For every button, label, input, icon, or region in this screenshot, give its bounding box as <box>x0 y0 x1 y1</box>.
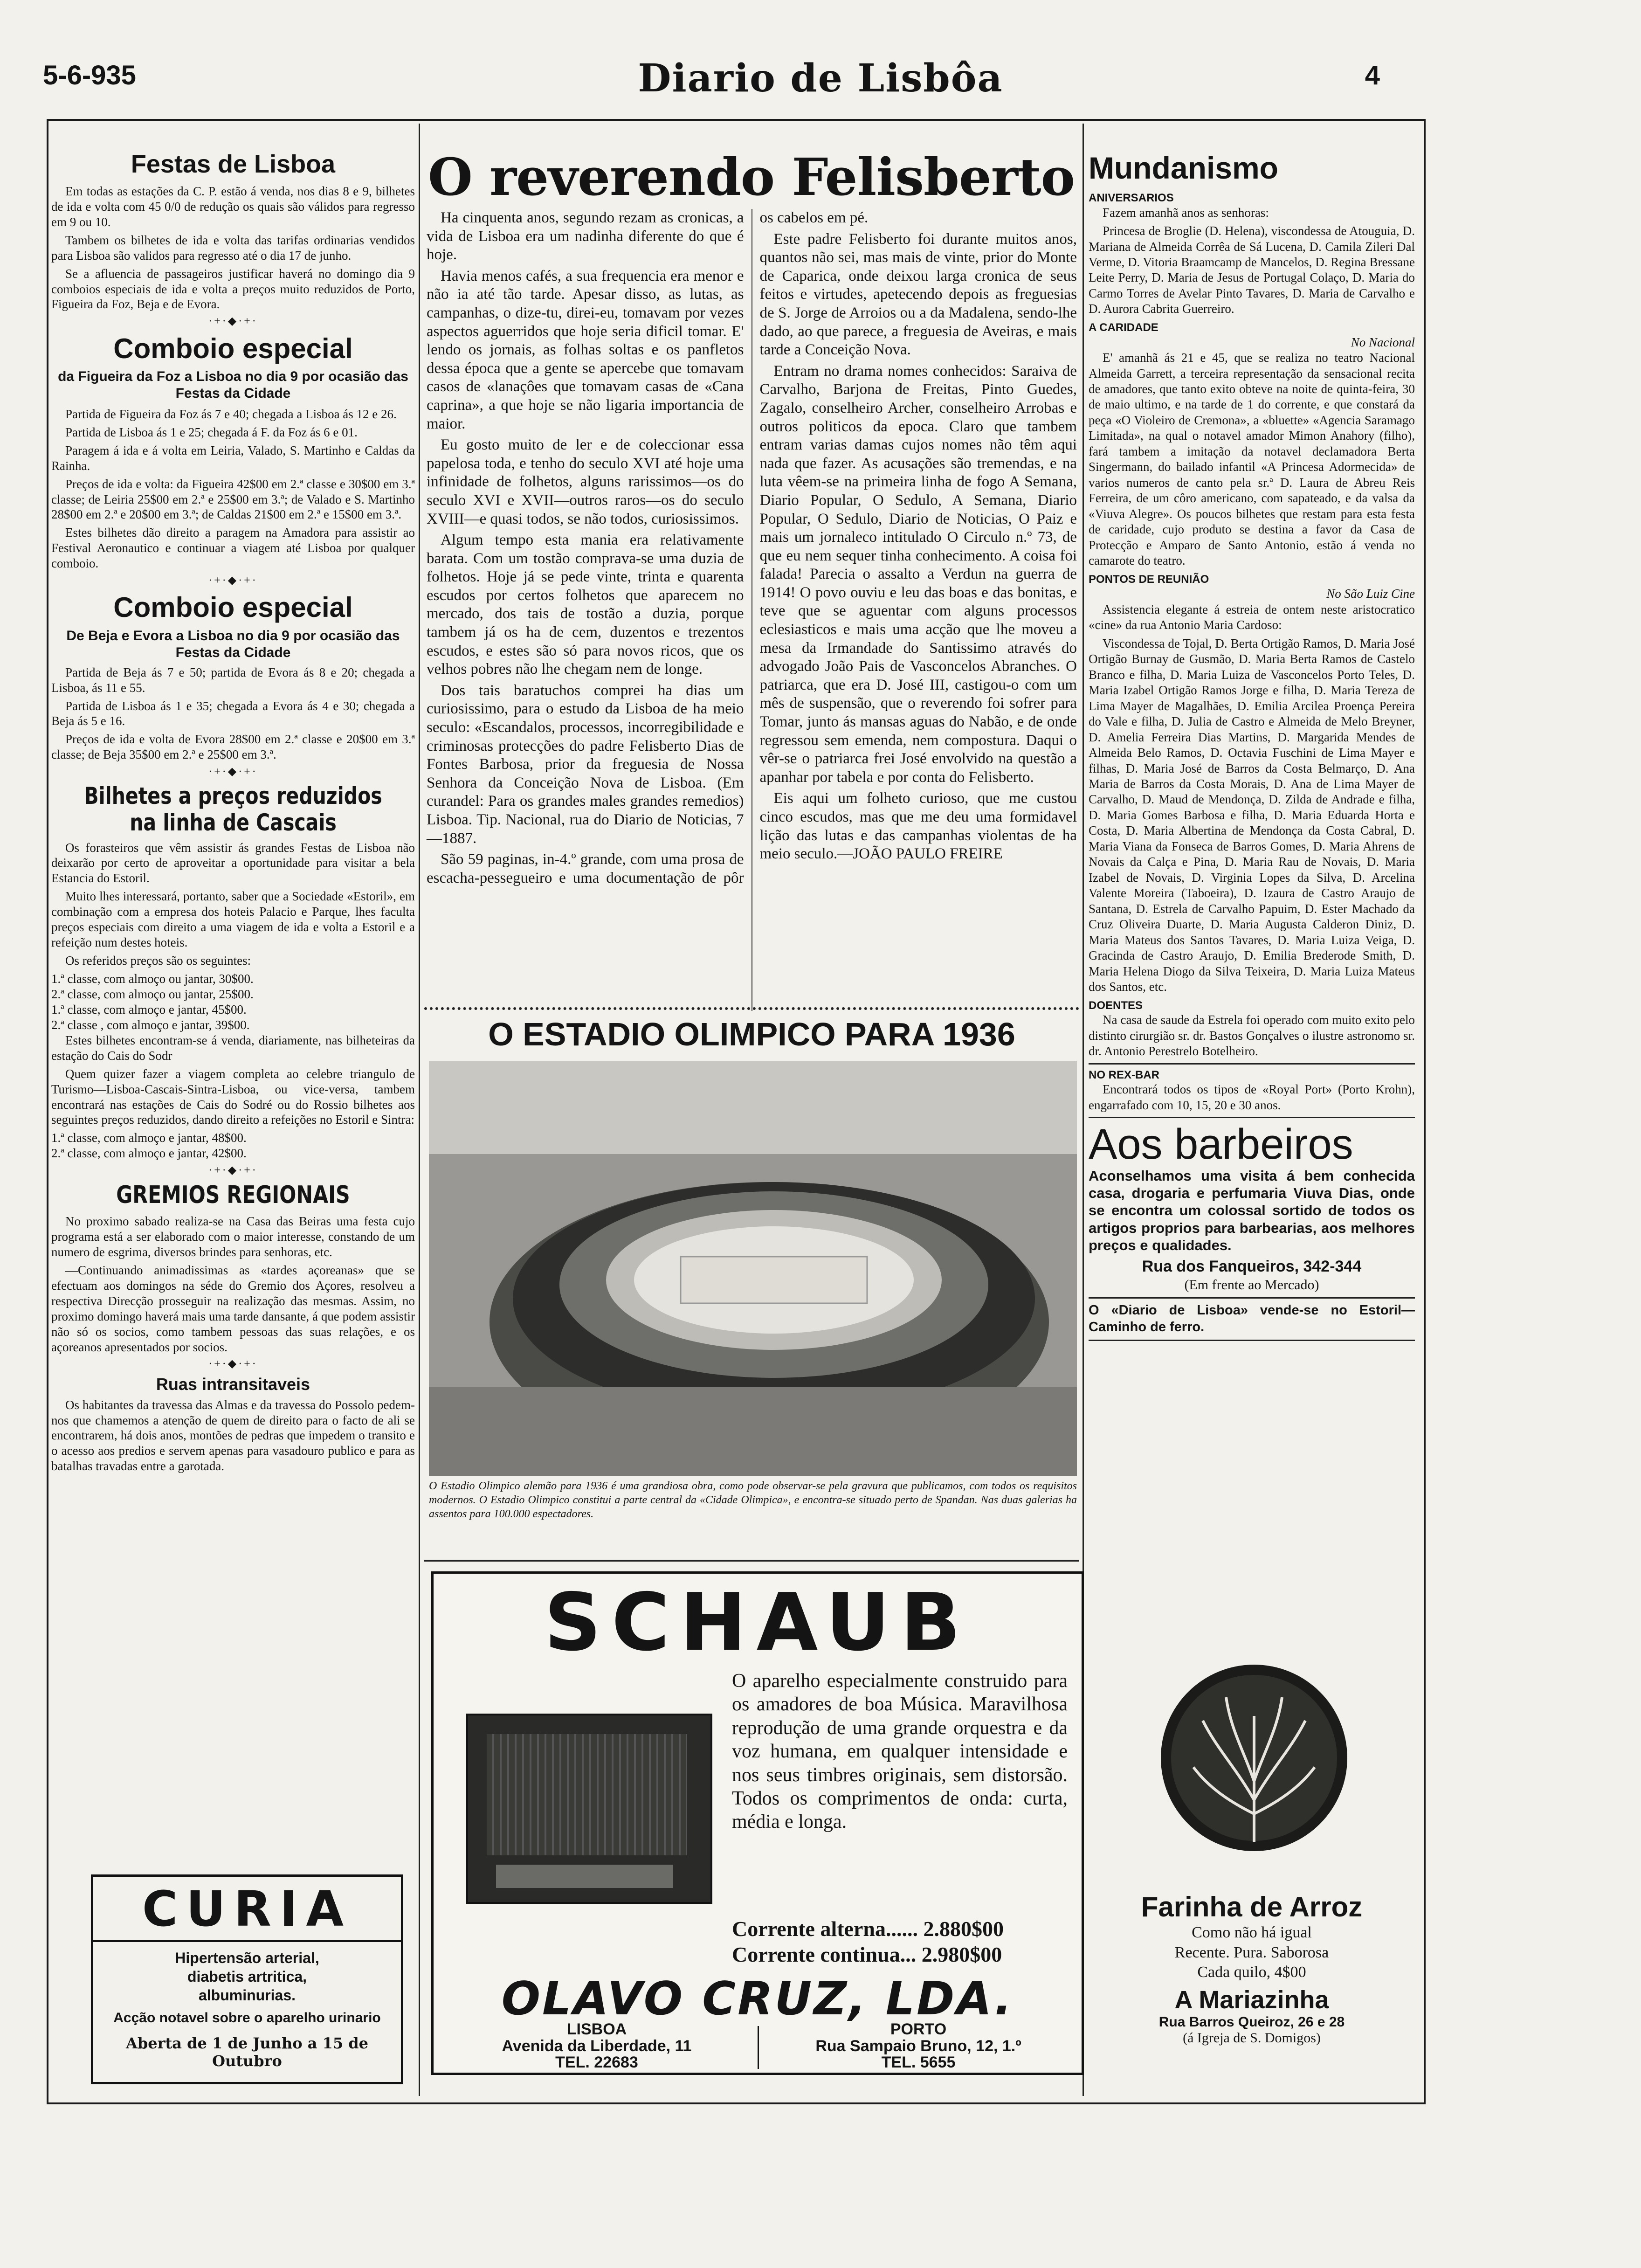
price-line: 1.ª classe, com almoço e jantar, 45$00. <box>51 1002 247 1016</box>
felisberto-headline: O reverendo Felisberto <box>428 147 1075 207</box>
rice-plant-illustration <box>1156 1660 1352 1860</box>
mundanismo-heading: Mundanismo <box>1089 151 1278 185</box>
city-label: LISBOA <box>566 2020 627 2038</box>
ornament-divider: ·+·◆·+· <box>208 574 258 587</box>
paragraph: Partida de Figueira da Foz ás 7 e 40; chegada a Lisboa ás 12 e 26. <box>65 407 397 421</box>
price-label: Corrente alterna...... <box>732 1917 918 1941</box>
schaub-description: O aparelho especialmente construido para os amadores de boa Música. Maravilhosa reprodução de uma grande orquestra e da voz humana, em qualquer intensidade e nos seus timbres originais, sem distorsão. Todos os comprimentos de onda: curta, média e longa. <box>732 1670 1068 1833</box>
section-label: NO REX-BAR <box>1089 1068 1160 1081</box>
lisboa-address <box>448 2021 746 2071</box>
paragraph: Fazem amanhã anos as senhoras: <box>1103 205 1269 220</box>
paragraph: Partida de Lisboa ás 1 e 35; chegada a Evora ás 4 e 30; chegada a Beja ás 5 e 16. <box>51 698 415 728</box>
radio-dial <box>496 1865 673 1888</box>
right-column <box>1089 149 1415 1345</box>
section-label: ANIVERSARIOS <box>1089 191 1174 204</box>
venue: No Nacional <box>1351 335 1415 349</box>
paragraph: Muito lhes interessará, portanto, saber que a Sociedade «Estoril», em combinação com a empresa dos hoteis Palacio e Parque, lhes faculta preços especiais com direito a uma viagem de ida e volta a Estoril e a refeição num destes hoteis. <box>51 889 415 950</box>
radio-illustration <box>466 1714 712 1904</box>
paragraph: Este padre Felisberto foi durante muitos anos, quantos não sei, mas mais de vinte, prior do Monte de Caparica, onde deixou larga cronica de seus feitos e virtudes, apetecendo depois as freguesias de S. Jorge de Arroios ou a da Madalena, sendo-lhe dado, ao que parece, a freguesia de Aveiras, e mais tarde a Conceição Nova. <box>759 230 1077 359</box>
barbeiros-address: Rua dos Fanqueiros, 342-344 <box>1142 1257 1362 1275</box>
left-column <box>51 149 415 1477</box>
curia-line: Acção notavel sobre o aparelho urinario <box>113 2010 381 2026</box>
paragraph: Dos tais baratuchos comprei ha dias um curiosissimo, para o estudo da Lisboa de ha meio seculo: «Escandalos, processos, incorregibilidade e criminosas protecções do padre Felisberto Dias de Fontes Barbosa, prior da freguesia de Nossa Senhora da Conceição Nova de Lisboa. (Em curandel: Para os grandes males grandes remedios) Lisboa. Tip. Nacional, rua do Diario de Noticias, 7—1887. <box>427 682 744 847</box>
bilhetes-heading: Bilhetes a preços reduzidos na linha de Cascais <box>84 782 382 837</box>
schaub-ad <box>431 1571 1084 2075</box>
price-row <box>732 1916 1004 1941</box>
paragraph: Assistencia elegante á estreia de ontem neste aristocratico «cine» da rua Antonio Maria Cardoso: <box>1089 602 1415 632</box>
paragraph: Preços de ida e volta de Evora 28$00 em 2.ª classe e 20$00 em 3.ª classe; de Beja 35$00 em 2.ª e 25$00 em 3.ª. <box>51 732 415 762</box>
farinha-note: (á Igreja de S. Domigos) <box>1183 2030 1321 2046</box>
schaub-brand: SCHAUB <box>544 1577 971 1669</box>
paragraph: —Continuando animadissimas as «tardes açoreanas» que se efectuam aos domingos na séde do Gremio dos Açores, resolveu a respectiva Direcção prosseguir na realização das mesmas. Assim, no proximo domingo haverá mais uma tarde dansante, á que podem assistir não só os socios, como tambem pessoas das suas relações, e os açoreanos apresentados por socios. <box>51 1263 415 1354</box>
venue: No São Luiz Cine <box>1326 587 1415 601</box>
price-value: 2.880$00 <box>923 1917 1004 1941</box>
comboio-subtitle: da Figueira da Foz a Lisboa no dia 9 por ocasião das Festas da Cidade <box>58 368 408 401</box>
dealer-name: OLAVO CRUZ, LDA. <box>501 1972 1014 2026</box>
paragraph: Na casa de saude da Estrela foi operado com muito exito pelo distinto cirurgião sr. dr. Bastos Gonçalves o ilustre astronomo sr. dr. Antonio Perestrelo Botelheiro. <box>1089 1013 1415 1058</box>
ornament-divider: ·+·◆·+· <box>208 766 258 778</box>
curia-title: CURIA <box>93 1877 401 1942</box>
farinha-title: Farinha de Arroz <box>1141 1891 1363 1922</box>
page-number: 4 <box>1365 60 1380 90</box>
paragraph: No proximo sabado realiza-se na Casa das Beiras uma festa cujo programa está a ser elaborado com o maior interesse, constando de um numero de esgrima, diversos brindes para senhoras, etc. <box>51 1214 415 1259</box>
curia-line: albuminurias. <box>198 1987 296 2004</box>
farinha-line: Cada quilo, 4$00 <box>1197 1964 1306 1981</box>
paragraph: E' amanhã ás 21 e 45, que se realiza no teatro Nacional Almeida Garrett, a terceira representação da sensacional recita de amadores, que tanto exito obteve na noite de quinta-feira, 30 de maio ultimo, e na tarde de 1 do corrente, e que constará da peça «O Violeiro de Cremona», a «bluette» «Agencia Saramago Limitada», na qual o notavel amador Mimon Anahory (filho), fará tambem a imitação da notavel declamadora Berta Singermann, do bailado infantil «A Princesa Adormecida» de varios numeros de canto pela sr.ª D. Laura de Abreu Reis Ferreira, de um côro americano, com sapateado, e da valsa da «Viuva Alegre». Os poucos bilhetes que restam para esta festa de caridade, cujo produto se destina a favor da Casa de Protecção e Amparo de Santo Antonio, estão á venda no camarote do teatro. <box>1089 351 1415 568</box>
paragraph: Entram no drama nomes conhecidos: Saraiva de Carvalho, Barjona de Freitas, Pinto Guedes, Zagalo, conselheiro Archer, conselheiro Arrobas e outros politicos da epoca. Claro que tambem entram varias damas cujos nomes não têm aqui nada que fazer. As acusações são tremendas, e na luta vêem-se na primeira linha de fogo A Semana, Diario Popular, O Sedulo, A Semana, Diario Popular, O Sedulo, Diario de Noticias, O Paiz e mais um jornaleco intitulado O Circulo n.º 73, de que eu nem sequer tinha conhecimento. A coisa foi falada! Parecia o assalto a Verdun na guerra de 1914! O povo ouviu e leu das boas e das bonitas, e teve que se aguentar com alguns processos eclesiasticos e mais uma acção que lhe moveu a mesa da Irmandade do Santissimo através do advogado João Pais de Vasconcelos Abranches. O patriarca, que era D. José III, castigou-o com um mês de suspensão, que o reverendo foi sofrer para Tomar, junto ás mansas aguas do Nabão, e de onde regressou sem emenda, nem compostura. Daqui o vêr-se o patriarca frei José envolvido na questão a apanhar por tabela e por conta do Felisberto. <box>759 362 1077 786</box>
column-rule <box>419 124 420 2096</box>
paragraph: Algum tempo esta mania era relativamente barata. Com um tostão comprava-se uma duzia de folhetos. Hoje já se pede vinte, trinta e quarenta escudos por certos folhetos que aparecem no mercado, dos tais de tostão a duzia, porque tambem já os ha de cem, duzentos e trezentos escudos, e estes são só para novos ricos, que os velhos pobres não lhe chegam nem de longe. <box>427 532 744 678</box>
curia-season: Aberta de 1 de Junho a 15 de Outubro <box>126 2034 368 2070</box>
paragraph: Quem quizer fazer a viagem completa ao celebre triangulo de Turismo—Lisboa-Cascais-Sintra-Lisboa, ou vice-versa, tambem encontrará nas estações de Cais do Sodré ou do Rossio bilhetes aos seguintes preços reduzidos, dando direito a refeições no Estoril e Sintra: <box>51 1066 415 1127</box>
paragraph: Os habitantes da travessa das Almas e da travessa do Possolo pedem-nos que chamemos a atenção de quem de direito para o facto de ali se encontrarem, há dois anos, montões de pedras que impedem o transito e o acesso aos predios e servem apenas para vasadouro publico e para as batalhas travadas entre a garotada. <box>51 1397 415 1473</box>
sales-notice: O «Diario de Lisboa» vende-se no Estoril—Caminho de ferro. <box>1089 1303 1415 1335</box>
paragraph: Partida de Beja ás 7 e 50; partida de Evora ás 8 e 20; chegada a Lisboa, ás 11 e 55. <box>51 665 415 695</box>
paragraph: Em todas as estações da C. P. estão á venda, nos dias 8 e 9, bilhetes de ida e volta com 45 0/0 de redução os quais são válidos para regresso em 9 ou 10. <box>51 184 415 229</box>
city-label: PORTO <box>890 2020 947 2038</box>
ornament-divider: ·+·◆·+· <box>208 1164 258 1177</box>
paragraph: São 59 paginas, in-4.º grande, com uma prosa de escacha-pessegueiro e uma documentação de pôr os cabelos em pé. <box>427 209 869 886</box>
price-label: Corrente continua... <box>732 1943 917 1966</box>
barbeiros-heading: Aos barbeiros <box>1089 1120 1353 1169</box>
felisberto-article <box>427 209 1077 1011</box>
price-line: 1.ª classe, com almoço e jantar, 48$00. <box>51 1131 247 1145</box>
curia-line: Hipertensão arterial, <box>175 1950 319 1966</box>
ornament-divider: ·+·◆·+· <box>208 1358 258 1370</box>
porto-address <box>769 2021 1068 2071</box>
festas-heading: Festas de Lisboa <box>131 150 336 178</box>
barbeiros-note: (Em frente ao Mercado) <box>1184 1277 1319 1293</box>
section-label: A CARIDADE <box>1089 321 1158 334</box>
divider <box>1089 1117 1415 1118</box>
paragraph: Preços de ida e volta: da Figueira 42$00 em 2.ª classe e 30$00 em 3.ª classe; de Leiria 25$00 em 2.ª e 25$00 em 3.ª; de Valado e S. Martinho 28$00 em 2.ª e 20$00 em 3.ª; de Caldas 21$00 em 2.ª e 15$00 em 3.ª. <box>51 477 415 522</box>
gremios-heading: GREMIOS REGIONAIS <box>116 1181 350 1209</box>
street-address: Avenida da Liberdade, 11 <box>502 2037 692 2055</box>
speaker-grille <box>487 1734 687 1855</box>
paragraph: Os forasteiros que vêm assistir ás grandes Festas de Lisboa não deixarão por certo de aproveitar a oportunidade para visitar a bela Estancia do Estoril. <box>51 840 415 885</box>
stadium-caption: O Estadio Olimpico alemão para 1936 é uma grandiosa obra, como pode observar-se pela gravura que publicamos, com todos os requisitos modernos. O Estadio Olimpico constitui a parte central da «Cidade Olimpica», e encontra-se situado perto de Spandan. Nas duas galerias ha assentos para 100.000 espectadores. <box>429 1480 1077 1520</box>
price-line: 1.ª classe, com almoço ou jantar, 30$00. <box>51 972 254 986</box>
farinha-address: Rua Barros Queiroz, 26 e 28 <box>1158 2014 1345 2030</box>
farinha-brand: A Mariazinha <box>1174 1985 1329 2014</box>
paragraph: Paragem á ida e á volta em Leiria, Valado, S. Martinho e Caldas da Rainha. <box>51 443 415 473</box>
rice-icon <box>1156 1660 1352 1860</box>
divider <box>1089 1063 1415 1065</box>
paragraph: Eis aqui um folheto curioso, que me custou cinco escudos, mas que me deu uma formidavel lição das lutas e das campanhas violentas de ha meio seculo.—JOÃO PAULO FREIRE <box>759 790 1077 863</box>
paragraph: Viscondessa de Tojal, D. Berta Ortigão Ramos, D. Maria José Ortigão Burnay de Gusmão, D. Maria Berta Ramos de Castelo Branco e filha, D. Maria Luiza de Vasconcelos Porto Teles, D. Maria Izabel Ortigão Ramos Jorge e filha, D. Maria Tereza de Lima Mayer de Magalhães, D. Emilia Arcilea Proença Pereira do Vale e filha, D. Julia de Castro e Almeida de Melo Breyner, D. Amelia Ferreira Dias Martins, D. Margarida Mendes de Almeida Belo Ramos, D. Octavia Fuschini de Lima Mayer e filhas, D. Maria José de Barros da Costa Belmarço, D. Ana Maria de Barros da Costa Morais, D. Ana de Lima Mayer de Carvalho, D. Maud de Mendonça, D. Zilda de Andrade e filha, D. Maria Gomes Barbosa e filha, D. Maria Eduarda Horta e Costa, D. Maria Albertina de Mendonça da Costa Cabral, D. Maria Viana da Fonseca de Barros Gomes, D. Maria Ahrens de Novais da Calça e Pina, D. Maria Rau de Novais, D. Maria Izabel de Novais, D. Virginia Lopes da Silva, D. Arcelina Valente Moreira (Taboeira), D. Izaura de Castro Araujo de Santana, D. Estrela de Carvalho Papuim, D. Ester Machado da Cruz Oliveira Duarte, D. Maria Augusta Calderon Diniz, D. Maria Mateus dos Santos Tavares, D. Maria Luiza Veiga, D. Gracinda de Castro Araujo, D. Emilia Brederode Smith, D. Maria Helena Diogo da Silva Teixeira, D. Maria Luiza Mateus dos Santos, etc. <box>1089 636 1415 994</box>
paragraph: Eu gosto muito de ler e de coleccionar essa papelosa toda, e tenho do seculo XVI até hoje uma infinidade de folhetos, alguns rarissimos—os do seculo XVI e XVII—outros raros—os do seculo XVIII—e quasi todos, se não todos, curiosissimos. <box>427 436 744 527</box>
barbeiros-text: Aconselhamos uma visita á bem conhecida casa, drogaria e perfumaria Viuva Dias, onde se encontra um colossal sortido de todos os artigos proprios para barbearias, aos melhores preços e qualidades. <box>1089 1168 1415 1253</box>
farinha-line: Recente. Pura. Saborosa <box>1174 1943 1329 1961</box>
price-line: 2.ª classe, com almoço e jantar, 42$00. <box>51 1146 247 1161</box>
paragraph: Estes bilhetes dão direito a paragem na Amadora para assistir ao Festival Aeronautico e continuar a viagem até Lisboa por qualquer comboio. <box>51 526 415 571</box>
paragraph: Se a afluencia de passageiros justificar haverá no domingo dia 9 comboios especiais de ida e volta a preços muito reduzidos de Porto, Figueira da Foz, Beja e de Evora. <box>51 266 415 311</box>
comboio-subtitle: De Beja e Evora a Lisboa no dia 9 por ocasião das Festas da Cidade <box>66 628 400 660</box>
price-row <box>732 1942 1002 1967</box>
ruas-heading: Ruas intransitaveis <box>156 1374 310 1394</box>
paragraph: Tambem os bilhetes de ida e volta das tarifas ordinarias vendidos para Lisboa são validos para regresso até o dia 17 de junho. <box>51 233 415 263</box>
phone: TEL. 22683 <box>555 2054 638 2072</box>
paragraph: Encontrará todos os tipos de «Royal Port» (Porto Krohn), engarrafado com 10, 15, 20 e 30 anos. <box>1089 1082 1415 1112</box>
curia-line: diabetis artritica, <box>187 1968 307 1985</box>
farinha-ad <box>1089 1891 1415 2046</box>
phone: TEL. 5655 <box>881 2054 956 2072</box>
address-divider <box>758 2026 759 2069</box>
stadium-photo <box>429 1061 1077 1476</box>
paragraph: Havia menos cafés, a sua frequencia era menor e não ia até tão tarde. Apesar disso, as lutas, as campanhas, o dize-tu, direi-eu, tomavam por vezes aspectos aguerridos que hoje seria dificil tomar. E' lendo os jornais, as folhas soltas e os panfletos dessa época que a gente se apercebe que tomavam casos de «lanaçôes que tomavam casas de «Cana caprina», a que hoje se não ligaria importancia de maior. <box>427 267 744 432</box>
issue-date: 5-6-935 <box>43 60 136 90</box>
comboio-heading: Comboio especial <box>113 592 353 623</box>
newspaper-title: Diario de Lisbôa <box>638 56 1003 101</box>
paragraph: Estes bilhetes encontram-se á venda, diariamente, nas bilheteiras da estação do Cais do Sodr <box>51 1033 415 1063</box>
paragraph: Ha cinquenta anos, segundo rezam as cronicas, a vida de Lisboa era um nadinha diferente do que é hoje. <box>427 209 744 263</box>
paragraph: Princesa de Broglie (D. Helena), viscondessa de Atouguia, D. Mariana de Almeida Corrêa de Sá Lucena, D. Camila Zileri Dal Verme, D. Vitoria Braamcamp de Mancelos, D. Regina Bressane Leite Perry, D. Maria de Jesus de Portugal Colaço, D. Maria do Carmo Torres de Avelar Pinto Tavares, D. Maria de Carvalho e D. Aurora Cabrita Guerreiro. <box>1089 224 1415 316</box>
estadio-headline: O ESTADIO OLIMPICO PARA 1936 <box>488 1016 1015 1052</box>
street-address: Rua Sampaio Bruno, 12, 1.º <box>815 2037 1021 2055</box>
stadium-image <box>429 1061 1077 1476</box>
divider <box>1089 1340 1415 1341</box>
section-label: PONTOS DE REUNIÃO <box>1089 573 1209 586</box>
section-divider <box>424 1007 1079 1012</box>
price-line: 2.ª classe , com almoço e jantar, 39$00. <box>51 1017 250 1032</box>
ornament-divider: ·+·◆·+· <box>208 315 258 328</box>
price-value: 2.980$00 <box>921 1943 1002 1966</box>
price-line: 2.ª classe, com almoço ou jantar, 25$00. <box>51 987 254 1001</box>
section-label: DOENTES <box>1089 999 1143 1012</box>
section-divider <box>424 1560 1079 1562</box>
farinha-line: Como não há igual <box>1192 1924 1312 1941</box>
paragraph: Partida de Lisboa ás 1 e 25; chegada á F. da Foz ás 6 e 01. <box>65 425 358 439</box>
comboio-heading: Comboio especial <box>113 332 353 364</box>
paragraph: Os referidos preços são os seguintes: <box>65 954 251 968</box>
curia-ad <box>91 1874 403 2084</box>
divider <box>1089 1297 1415 1299</box>
